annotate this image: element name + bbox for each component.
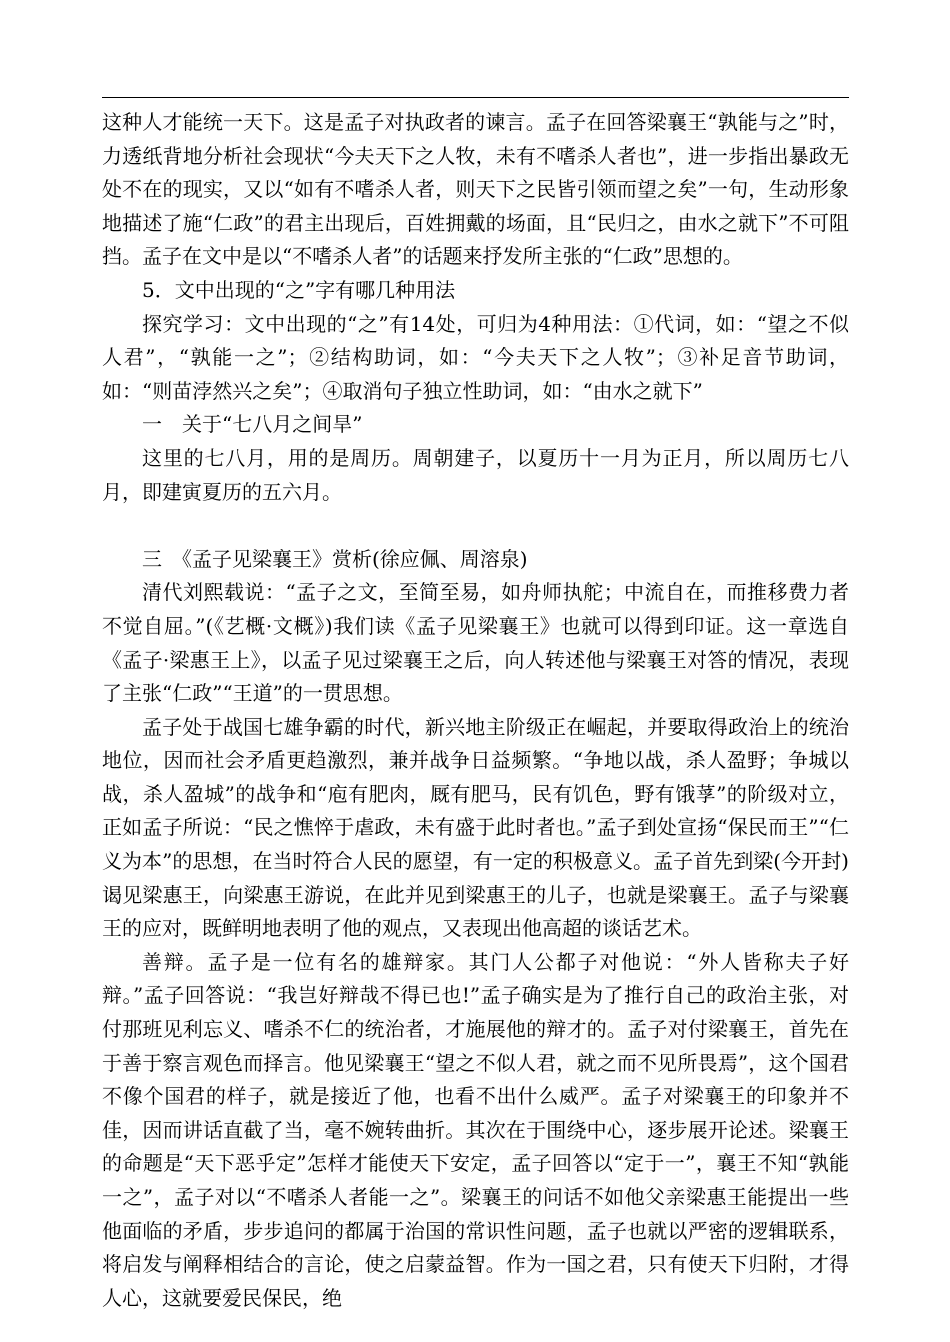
blank-line xyxy=(102,509,849,543)
section-heading-appreciation: 三 《孟子见梁襄王》赏析(徐应佩、周溶泉) xyxy=(142,546,528,571)
paragraph-zhi-usage: 探究学习：文中出现的“之”有14处，可归为4种用法：①代词，如：“望之不似人君”，“孰能一之”；②结构助词，如：“今夫天下之人牧”；③补足音节助词，如：“则苗浡然兴之矣”；④取消句子独立性助词，如：“由水之就下” xyxy=(102,311,849,403)
paragraph-taxation-analysis: 这种人才能统一天下。这是孟子对执政者的谏言。孟子在回答梁襄王“孰能与之”时，力透纸背地分析社会现状“今夫天下之人牧，未有不嗜杀人者也”，进一步指出暴政无处不在的现实，又以“如有不嗜杀人者，则天下之民皆引领而望之矣”一句，生动形象地描述了施“仁政”的君主出现后，百姓拥戴的场面，且“民归之，由水之就下”不可阻挡。孟子在文中是以“不嗜杀人者”的话题来抒发所主张的“仁政”思想的。 xyxy=(102,110,849,269)
header-rule xyxy=(102,97,849,98)
paragraph-historical-context: 孟子处于战国七雄争霸的时代，新兴地主阶级正在崛起，并要取得政治上的统治地位，因而社会矛盾更趋激烈，兼并战争日益频繁。“争地以战，杀人盈野；争城以战，杀人盈城”的战争和“庖有肥肉，厩有肥马，民有饥色，野有饿莩”的阶级对立，正如孟子所说：“民之憔悴于虐政，未有盛于此时者也。”孟子到处宣扬“保民而王”“仁义为本”的思想，在当时符合人民的愿望，有一定的积极意义。孟子首先到梁(今开封)谒见梁惠王，向梁惠王游说，在此并见到梁惠王的儿子，也就是梁襄王。孟子与梁襄王的应对，既鲜明地表明了他的观点，又表现出他高超的谈话艺术。 xyxy=(102,714,849,941)
paragraph-calendar: 这里的七八月，用的是周历。周朝建子，以夏历十一月为正月，所以周历七八月，即建寅夏历的五六月。 xyxy=(102,445,849,504)
paragraph-liu-xizai-quote: 清代刘熙载说：“孟子之文，至简至易，如舟师执舵；中流自在，而推移费力者不觉自屈。”(《艺概·文概》)我们读《孟子见梁襄王》也就可以得到印证。这一章选自《孟子·梁惠王上》，以孟子见过梁襄王之后，向人转述他与梁襄王对答的情况，表现了主张“仁政”“王道”的一贯思想。 xyxy=(102,580,849,706)
document-body xyxy=(102,106,849,1315)
question-heading-zhi-usage: 5．文中出现的“之”字有哪几种用法 xyxy=(142,277,456,302)
paragraph-debate-skill: 善辩。孟子是一位有名的雄辩家。其门人公都子对他说：“外人皆称夫子好辩。”孟子回答说：“我岂好辩哉不得已也!”孟子确实是为了推行自己的政治主张，对付那班见利忘义、嗜杀不仁的统治者，才施展他的辩才的。孟子对付梁襄王，首先在于善于察言观色而择言。他见梁襄王“望之不似人君，就之而不见所畏焉”，这个国君不像个国君的样子，就是接近了他，也看不出什么威严。孟子对梁襄王的印象并不佳，因而讲话直截了当，毫不婉转曲折。其次在于围绕中心，逐步展开论述。梁襄王的命题是“天下恶乎定”怎样才能使天下安定，孟子回答以“定于一”，襄王不知“孰能一之”，孟子对以“不嗜杀人者能一之”。梁襄王的问话不如他父亲梁惠王能提出一些他面临的矛盾，步步追问的都属于治国的常识性问题，孟子也就以严密的逻辑联系，将启发与阐释相结合的言论，使之启蒙益智。作为一国之君，只有使天下归附，才得人心，这就要爱民保民，绝 xyxy=(102,949,849,1310)
section-heading-calendar: 一 关于“七八月之间旱” xyxy=(142,412,363,437)
